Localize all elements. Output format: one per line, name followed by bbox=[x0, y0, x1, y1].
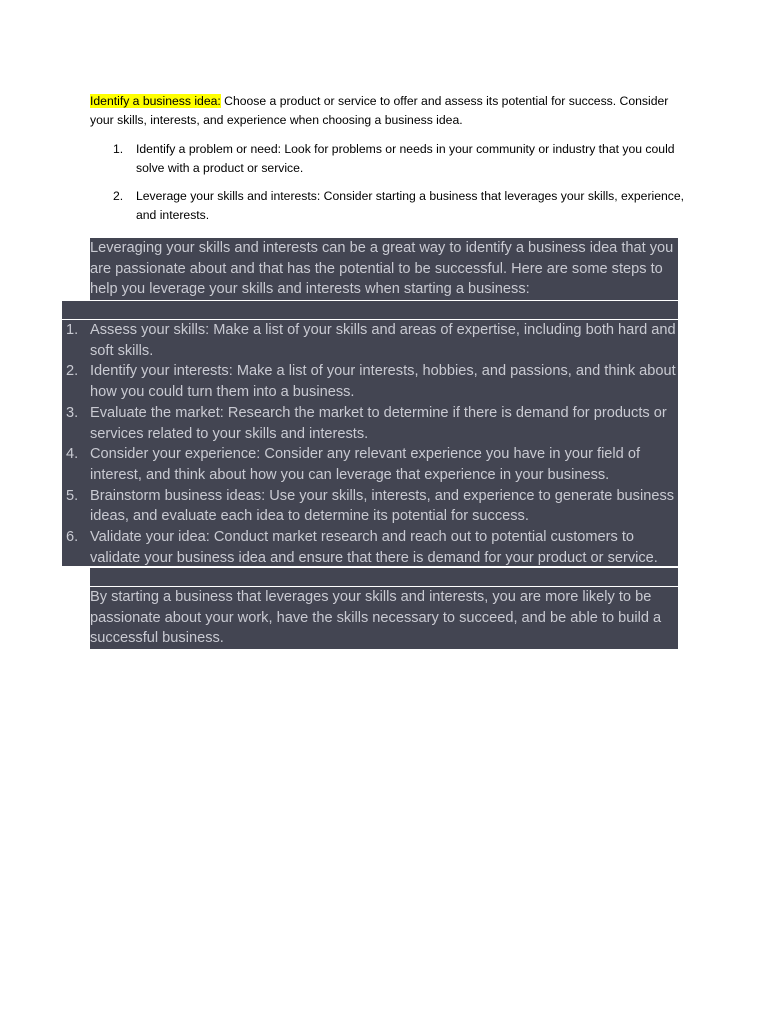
separator-band bbox=[90, 567, 678, 587]
list-number: 6. bbox=[66, 529, 79, 546]
list-number: 5. bbox=[66, 487, 79, 504]
list-item bbox=[90, 140, 690, 178]
list-item-text: Evaluate the market: Research the market to determine if there is demand for products or services related to your skills and interests. bbox=[90, 404, 667, 442]
list-item bbox=[62, 444, 678, 485]
list-number: 4. bbox=[66, 446, 79, 463]
list-item-text: Identify your interests: Make a list of your interests, hobbies, and passions, and think about how you could turn them into a business. bbox=[90, 363, 676, 401]
dark-steps-block bbox=[62, 320, 678, 566]
list-item bbox=[62, 527, 678, 568]
dark-steps-list bbox=[62, 320, 678, 568]
list-item-text: Brainstorm business ideas: Use your skills, interests, and experience to generate business ideas, and evaluate each idea to determine its potential for success. bbox=[90, 487, 675, 525]
list-number: 2. bbox=[66, 363, 79, 380]
highlighted-heading: Identify a business idea: bbox=[90, 94, 221, 108]
intro-paragraph bbox=[90, 92, 690, 130]
list-number: 1. bbox=[113, 142, 124, 156]
list-number: 3. bbox=[66, 404, 79, 421]
separator-band bbox=[62, 300, 678, 320]
list-item bbox=[62, 403, 678, 444]
intro-text: Choose a product or service to offer and assess its potential for success. Consider your skills, interests, and experience when choosing a business idea. bbox=[90, 94, 669, 127]
list-item bbox=[62, 486, 678, 527]
list-item-text: Identify a problem or need: Look for problems or needs in your community or industry that you could solve with a product or service. bbox=[136, 142, 675, 175]
list-item-text: Leverage your skills and interests: Consider starting a business that leverages your skills, experience, and interests. bbox=[136, 189, 685, 222]
steps-list bbox=[90, 140, 690, 225]
list-item-text: Assess your skills: Make a list of your skills and areas of expertise, including both hard and soft skills. bbox=[90, 322, 676, 359]
intro-section bbox=[90, 92, 690, 234]
dark-paragraph-intro: Leveraging your skills and interests can be a great way to identify a business idea that you are passionate about and that has the potential to be successful. Here are some steps to help you leverage your skills and interests when starting a business: bbox=[90, 238, 678, 300]
list-item bbox=[62, 320, 678, 361]
list-number: 2. bbox=[113, 189, 124, 203]
list-item bbox=[62, 361, 678, 402]
dark-paragraph-conclusion: By starting a business that leverages your skills and interests, you are more likely to be passionate about your work, have the skills necessary to succeed, and be able to build a successful business. bbox=[90, 587, 678, 649]
list-item-text: Validate your idea: Conduct market research and reach out to potential customers to validate your business idea and ensure that there is demand for your product or service. bbox=[90, 529, 658, 566]
list-item-text: Consider your experience: Consider any relevant experience you have in your field of interest, and think about how you can leverage that experience in your business. bbox=[90, 446, 641, 483]
list-number: 1. bbox=[66, 322, 79, 338]
list-item bbox=[90, 187, 690, 225]
